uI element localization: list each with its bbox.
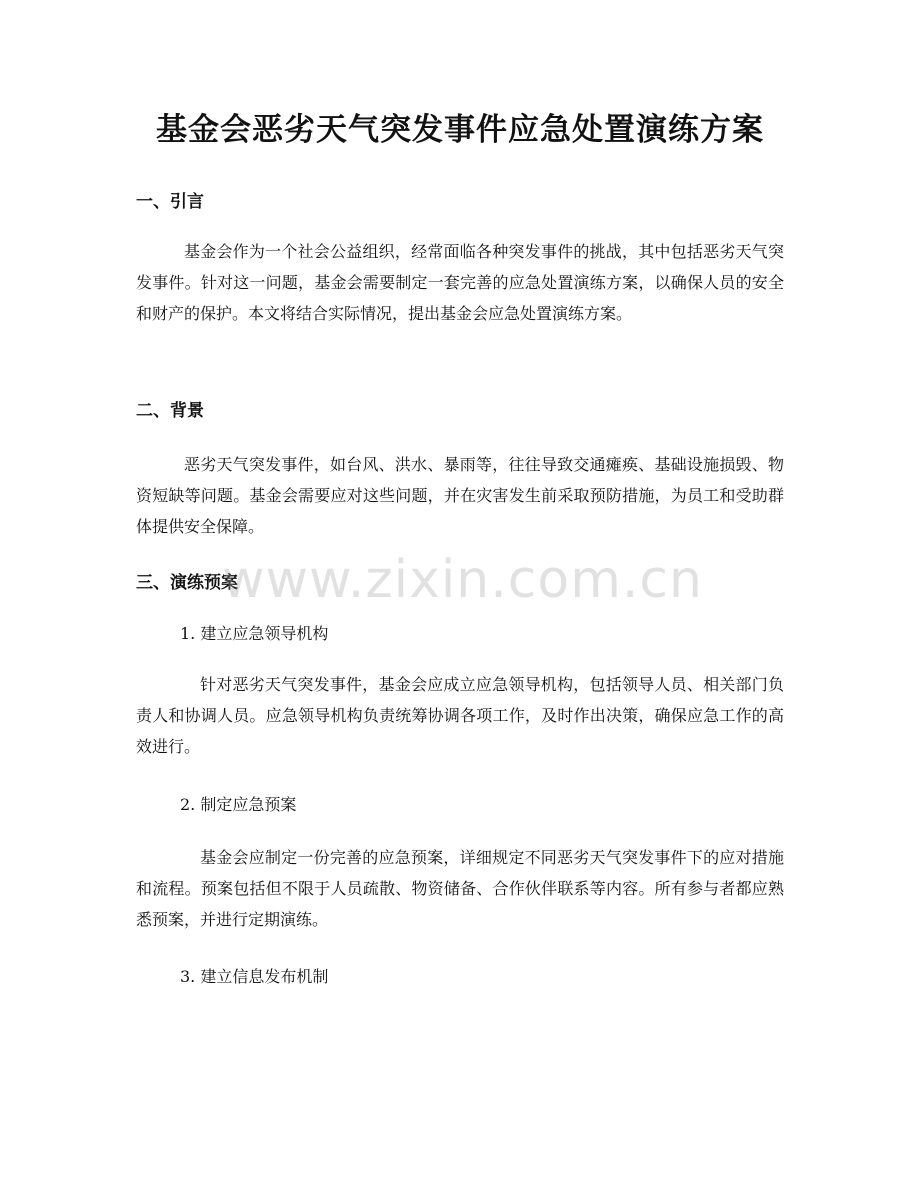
section-heading-plan: 三、演练预案 bbox=[136, 573, 238, 593]
subsection-title-3: 3. 建立信息发布机制 bbox=[180, 967, 329, 986]
paragraph-item-1: 针对恶劣天气突发事件，基金会应成立应急领导机构，包括领导人员、相关部门负责人和协调人员。应急领导机构负责统筹协调各项工作，及时作出决策，确保应急工作的高效进行。 bbox=[136, 675, 784, 756]
document-title: 基金会恶劣天气突发事件应急处置演练方案 bbox=[156, 112, 764, 148]
subsection-title-2: 2. 制定应急预案 bbox=[180, 795, 297, 814]
watermark-text: www.zixin.com.cn bbox=[222, 550, 703, 610]
paragraph-intro: 基金会作为一个社会公益组织，经常面临各种突发事件的挑战，其中包括恶劣天气突发事件。针对这一问题，基金会需要制定一套完善的应急处置演练方案，以确保人员的安全和财产的保护。本文将结合实际情况，提出基金会应急处置演练方案。 bbox=[136, 242, 784, 323]
section-heading-background: 二、背景 bbox=[136, 401, 204, 421]
subsection-title-1: 1. 建立应急领导机构 bbox=[180, 624, 329, 643]
paragraph-background: 恶劣天气突发事件，如台风、洪水、暴雨等，往往导致交通瘫痪、基础设施损毁、物资短缺等问题。基金会需要应对这些问题，并在灾害发生前采取预防措施，为员工和受助群体提供安全保障。 bbox=[136, 455, 784, 536]
paragraph-item-2: 基金会应制定一份完善的应急预案，详细规定不同恶劣天气突发事件下的应对措施和流程。预案包括但不限于人员疏散、物资储备、合作伙伴联系等内容。所有参与者都应熟悉预案，并进行定期演练。 bbox=[136, 848, 784, 929]
section-heading-intro: 一、引言 bbox=[136, 192, 204, 212]
